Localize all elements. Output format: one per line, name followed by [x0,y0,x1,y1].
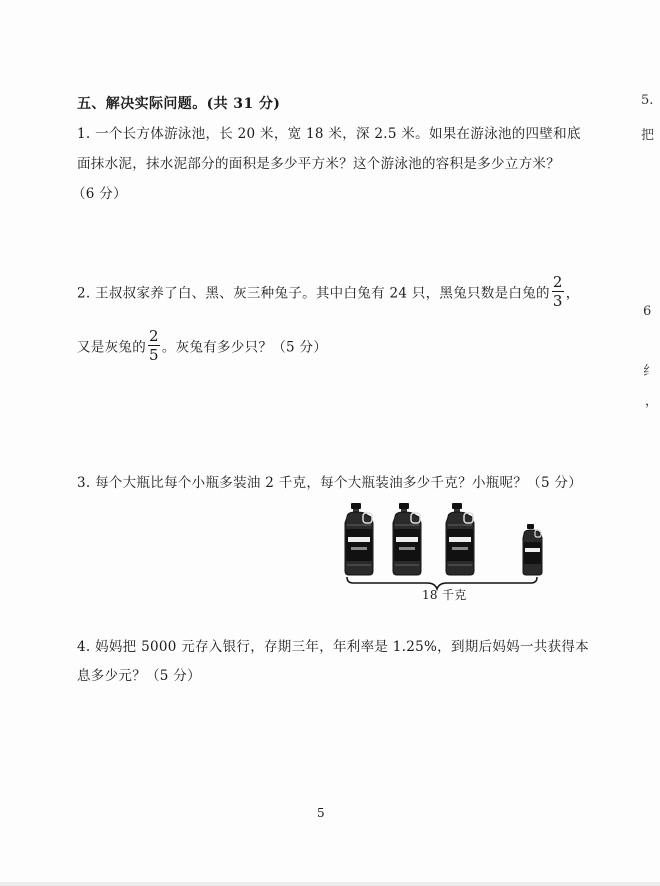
question-2-line-2 [77,327,328,365]
fraction-denominator: 3 [552,292,563,310]
question-2-line-1 [77,273,580,311]
margin-fragment: 5. [641,93,654,108]
question-1-score: （6 分） [72,186,127,202]
question-2-text-2: 又是灰兔的 [77,339,146,356]
brace-label: 18 千克 [422,588,467,602]
margin-fragment: 6 [643,304,652,319]
small-bottle [523,524,542,575]
question-1-line-2: 面抹水泥，抹水泥部分的面积是多少平方米？这个游泳池的容积是多少立方米？ [77,156,560,172]
question-2-comma: ， [565,285,580,302]
fraction-denominator: 5 [149,346,159,364]
big-bottle-3 [446,503,474,575]
fraction-two-thirds [552,275,564,309]
fraction-numerator: 2 [149,327,159,345]
margin-fragment: ， [645,394,659,409]
question-1-line-1: 1. 一个长方体游泳池，长 20 米，宽 18 米，深 2.5 米。如果在游泳池的四壁和底 [77,126,581,142]
question-3-line-1: 3. 每个大瓶比每个小瓶多装油 2 千克，每个大瓶装油多少千克？小瓶呢？（5 分） [77,475,583,491]
page-number: 5 [317,806,325,820]
fraction-numerator: 2 [552,273,563,291]
page-bottom-edge [0,882,660,886]
question-2-text-3: 。灰兔有多少只？（5 分） [161,339,328,356]
section-title: 五、解决实际问题。(共 31 分) [77,96,281,112]
big-bottle-1 [345,503,373,575]
fraction-two-fifths [148,329,160,363]
big-bottle-2 [393,503,421,575]
margin-fragment: 把 [641,128,655,143]
margin-fragment: 纟 [643,364,657,379]
question-2-text-1: 2. 王叔叔家养了白、黑、灰三种兔子。其中白兔有 24 只，黑兔只数是白兔的 [77,285,550,302]
question-4-line-2: 息多少元？（5 分） [77,668,201,684]
question-4-line-1: 4. 妈妈把 5000 元存入银行，存期三年，年利率是 1.25%，到期后妈妈一共获得本 [77,639,589,655]
